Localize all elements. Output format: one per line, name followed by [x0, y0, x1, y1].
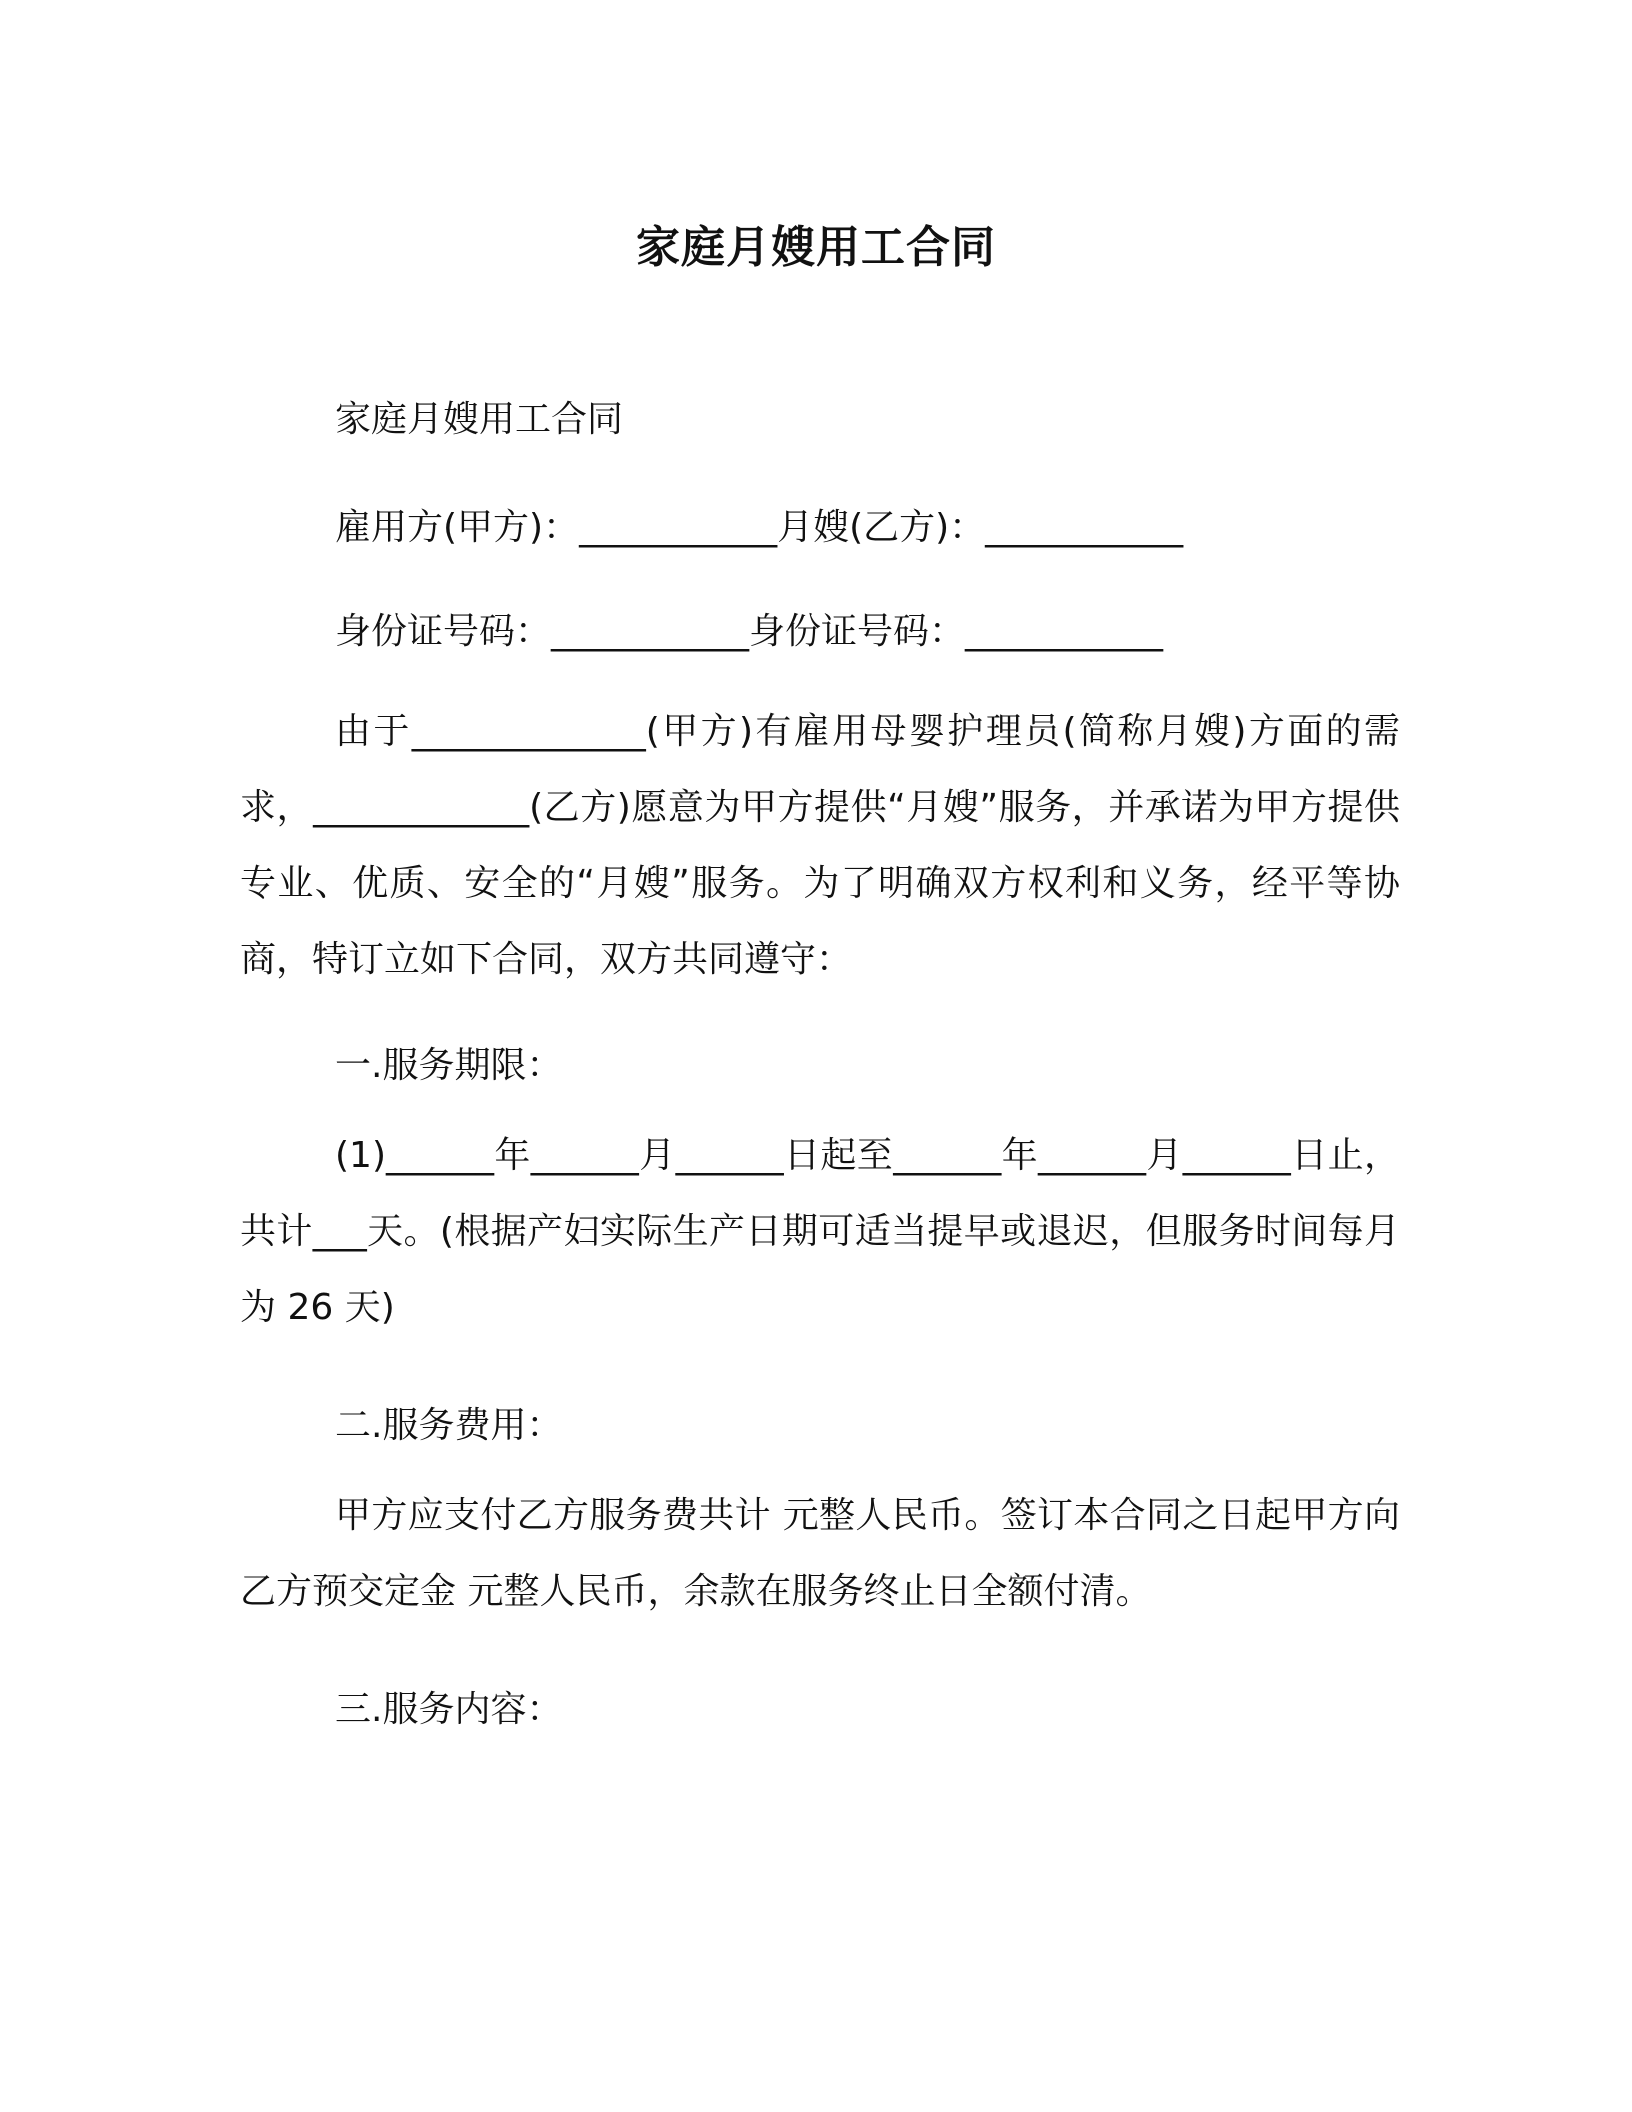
- party-names-line: 雇用方(甲方)：___________月嫂(乙方)：___________: [335, 507, 1184, 548]
- intro-paragraph: 由于_____________(甲方)有雇用母婴护理员(简称月嫂)方面的需求，____________(乙方)愿意为甲方提供“月嫂”服务，并承诺为甲方提供专业、优质、安全的“月嫂”服务。为了明确双方权利和义务，经平等协商，特订立如下合同，双方共同遵守：: [240, 711, 1400, 980]
- section-2-heading: 二.服务费用：: [335, 1405, 563, 1446]
- section-1-heading: 一.服务期限：: [335, 1045, 563, 1086]
- document-subtitle: 家庭月嫂用工合同: [335, 399, 624, 440]
- document-title: 家庭月嫂用工合同: [636, 222, 996, 273]
- section-1-body: (1)______年______月______日起至______年______月______日止，共计___天。(根据产妇实际生产日期可适当提早或退迟，但服务时间每月为 26 天): [240, 1135, 1400, 1328]
- section-3-heading: 三.服务内容：: [335, 1689, 563, 1730]
- section-2-body: 甲方应支付乙方服务费共计 元整人民币。签订本合同之日起甲方向乙方预交定金 元整人民币，余款在服务终止日全额付清。: [240, 1495, 1400, 1612]
- id-numbers-line: 身份证号码：___________身份证号码：___________: [335, 611, 1164, 652]
